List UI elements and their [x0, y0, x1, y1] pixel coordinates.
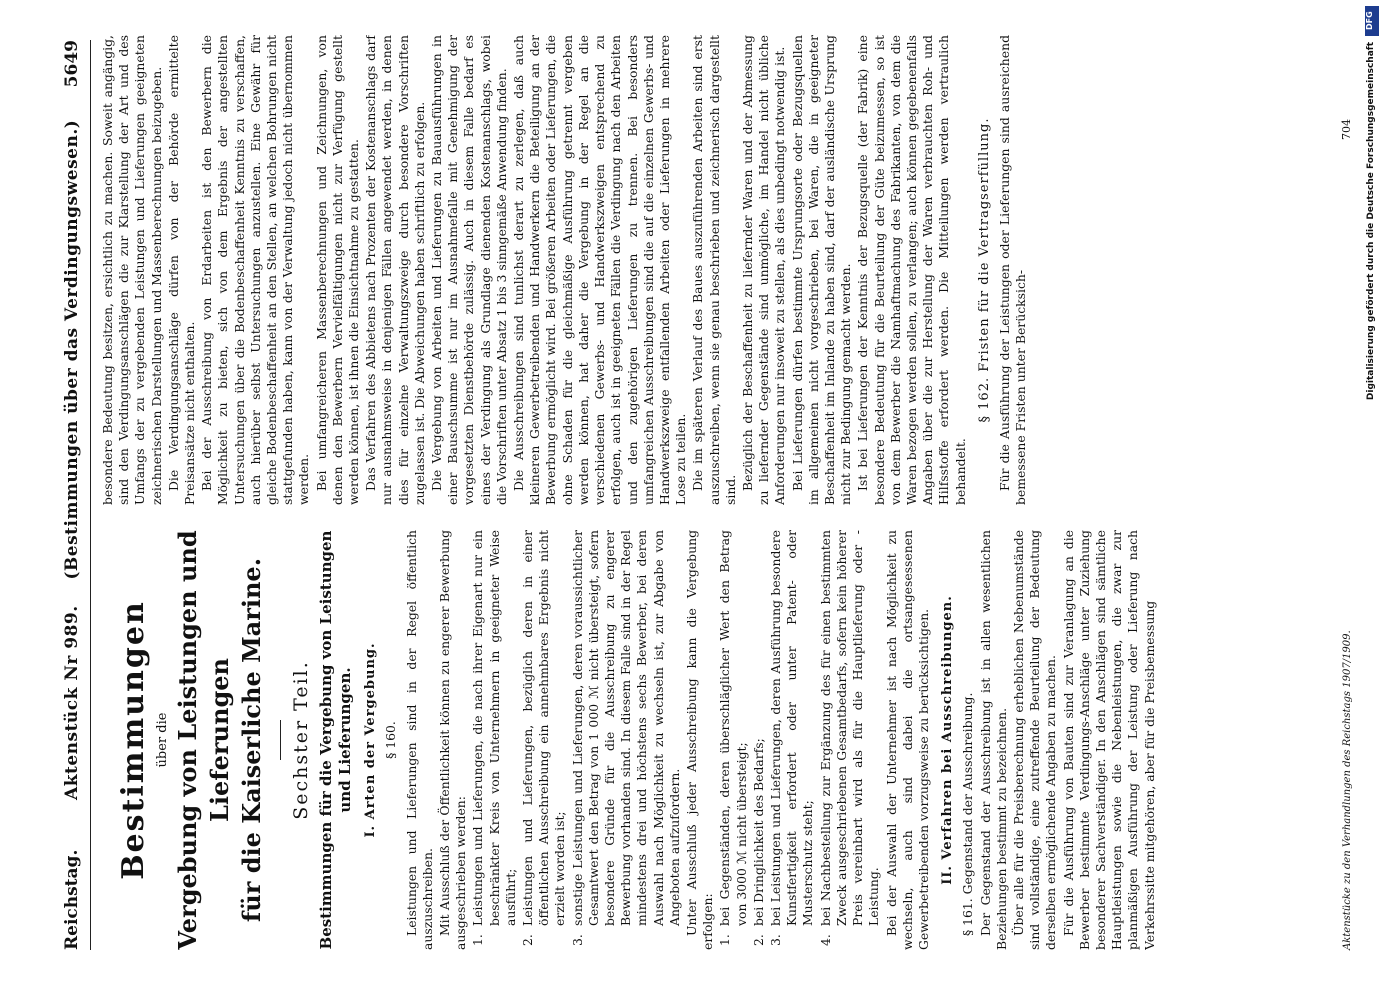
paragraph: Bei der Ausschreibung von Erdarbeiten ist den Bewerbern die Möglichkeit zu bieten, sich von dem Ergebnis der angestellten Untersuchungen über die Bodenbeschaffenheit Kenntnis zu verschaffen, auch hierüber selbst Untersuchungen anzustellen. Eine Gewähr für gleiche Bodenbeschaffenheit an den Stellen, an welchen Bohrungen nicht stattgefunden haben, kann von der Verwaltung jedoch nicht übernommen werden. [199, 35, 312, 505]
list-item: 4. bei Nachbestellung zur Ergänzung des für einen bestimmten Zweck ausgeschriebenen Gesamtbedarfs, sofern kein höherer Preis vereinbart wird als für die Hauptlieferung oder -Leistung. [817, 530, 882, 946]
document-title: Bestimmungen [116, 600, 151, 880]
paragraph: Die Ausschreibungen sind tunlichst derart zu zerlegen, daß auch kleineren Gewerbetreibenden und Handwerkern die Beteiligung an der Bewerbung ermöglicht wird. Bei größeren Arbeiten oder Lieferungen, die ohne Schaden für die gleichmäßige Ausführung getrennt vergeben werden können, hat daher die Vergebung in der Regel an die verschiedenen Gewerbs- und Handwerkszweigen entsprechend zu erfolgen, auch ist in geeigneten Fällen die Verdingung nach den Arbeiten und den zugehörigen Lieferungen zu trennen. Bei besonders umfangreichen Ausschreibungen sind die auf die einzelnen Gewerbs- und Handwerkszweige entfallenden Arbeiten oder Lieferungen in mehrere Lose zu teilen. [511, 35, 689, 505]
part-subtitle: Bestimmungen für die Vergebung von Leistungen und Lieferungen. [317, 530, 355, 950]
page-header [56, 40, 91, 950]
dfg-credit: Digitalisierung gefördert durch die Deutsche Forschungsgemeinschaft [1366, 42, 1376, 401]
paragraph: Unter Ausschluß jeder Ausschreibung kann die Vergebung erfolgen: [684, 530, 716, 950]
list-limited-tender [470, 530, 683, 950]
dfg-watermark [1365, 6, 1379, 1006]
paragraph: Der Gegenstand der Ausschreibung ist in allen wesentlichen Beziehungen bestimmt zu bezeichnen. [977, 530, 1009, 950]
title-line-2: für die Kaiserliche Marine. [237, 557, 266, 923]
title-sub: über die [155, 712, 170, 768]
paragraph: Die Vergebung von Arbeiten und Lieferungen zu Bauausführungen in einer Bauschsumme ist nur im Ausnahmefalle mit Genehmigung der vorgesetzten Dienstbehörde zulässig. Auch in diesem Falle bedarf es eines der Verdingung als Grundlage dienenden Kostenanschlags, wobei die Vorschriften unter Absatz 1 bis 3 sinngemäße Anwendung finden. [429, 35, 509, 505]
paragraph-number-160: § 160. [383, 721, 399, 759]
footnote: Aktenstücke zu den Verhandlungen des Reichstags 1907/1909. [1342, 630, 1353, 950]
header-page-number: 5649 [62, 40, 82, 88]
list-item: 3. bei Leistungen und Lieferungen, deren Ausführung besondere Kunstfertigkeit erfordert oder unter Patent- oder Musterschutz steht; [768, 530, 816, 946]
paragraph: Leistungen und Lieferungen sind in der Regel öffentlich auszuschreiben. [403, 530, 435, 950]
list-item: 3. sonstige Leistungen und Lieferungen, deren voraussichtlicher Gesamtwert den Betrag von 1 000 ℳ nicht übersteigt, sofern besondere Gründe für die Ausschreibung zu engerer Bewerbung vorhanden sind. In diesem Falle sind in der Regel mindestens drei und höchstens sechs Bewerber, bei deren Auswahl nach Möglichkeit zu wechseln ist, zur Abgabe von Angeboten aufzufordern. [569, 530, 682, 946]
list-no-tender [717, 530, 882, 950]
header-center [62, 120, 82, 800]
paragraph: Bei Lieferungen dürfen bestimmte Ursprungsorte oder Bezugsquellen im allgemeinen nicht vorgeschrieben, bei Waren, die in geeigneter Beschaffenheit im Inlande zu haben sind, darf der ausländische Ursprung nicht zur Bedingung gemacht werden. [789, 35, 854, 505]
header-left: Reichstag. [62, 849, 82, 950]
paragraph: Die im späteren Verlauf des Baues auszuführenden Arbeiten sind erst auszuschreiben, wenn sie genau beschrieben und zeichnerisch dargestellt sind. [690, 35, 738, 505]
paragraph: Die Verdingungsanschläge dürfen von der Behörde ermittelte Preisansätze nicht enthalten. [165, 35, 198, 505]
part-title: Sechster Teil. [290, 660, 312, 820]
dfg-logo-icon: DFG [1365, 6, 1379, 36]
list-item: 1. bei Gegenständen, deren überschläglicher Wert den Betrag von 3000 ℳ nicht übersteigt; [717, 530, 749, 946]
paragraph: Das Verfahren des Abbietens nach Prozenten der Kostenanschlags darf nur ausnahmsweise in denjenigen Fällen angewendet werden, in denen dies für einzelne Verwaltungszweige durch besondere Vorschriften zugelassen ist. Die Abweichungen haben schriftlich zu erfolgen. [363, 35, 427, 505]
header-document-number: Aktenstück Nr 989. [62, 605, 82, 800]
paragraph: § 161. Gegenstand der Ausschreibung. [960, 692, 976, 936]
divider [280, 720, 281, 760]
paragraph: Für die Ausführung von Bauten sind zur Veranlagung an die Bewerber bestimmte Verdingungs-Anschläge unter Zuziehung besonderer Sachverständiger. In den Anschlägen sind sämtliche Hauptleistungen sowie die Nebenleistungen, die zwar zur planmäßigen Ausführung der Leistung oder Lieferung nach Verkehrssitte mitgehören, aber für die Preisbemessung [1060, 530, 1157, 950]
left-column [100, 530, 1323, 950]
section-heading-2: II. Verfahren bei Ausschreibungen. [940, 595, 956, 885]
paragraph: Mit Ausschluß der Öffentlichkeit können zu engerer Bewerbung ausgeschrieben werden: [437, 530, 469, 950]
paragraph: Bei der Auswahl der Unternehmer ist nach Möglichkeit zu wechseln, auch sind dabei die ortsangesessenen Gewerbetreibenden vorzugsweise zu berücksichtigen. [883, 530, 931, 950]
section-heading-1: I. Arten der Vergebung. [363, 642, 379, 838]
title-block [114, 530, 268, 950]
paragraph: Für die Ausführung der Leistungen oder Lieferungen sind ausreichend bemessene Fristen unter Berücksich- [996, 35, 1029, 505]
list-item: 2. bei Dringlichkeit des Bedarfs; [750, 738, 766, 946]
paragraph: besondere Bedeutung besitzen, ersichtlich zu machen. Soweit angängig, sind den Verdingungsanschlägen die zur Klarstellung der Art und des Umfangs der zu vergebenden Leistungen und Lieferungen geeigneten zeichnerischen Darstellungen und Massenberechnungen beizugeben. [100, 35, 164, 505]
paragraph: Bezüglich der Beschaffenheit zu liefernder Waren und der Abmessung zu liefernder Gegenstände sind unmögliche, im Handel nicht übliche Anforderungen nur insoweit zu stellen, als dies unbedingt notwendig ist. [739, 35, 788, 505]
paragraph-162-heading: § 162. Fristen für die Vertragserfüllung. [976, 117, 992, 423]
list-item: 1. Leistungen und Lieferungen, die nach ihrer Eigenart nur ein beschränkter Kreis von Unternehmern in geeigneter Weise ausführt; [470, 530, 518, 946]
title-line-1: Vergebung von Leistungen und Lieferungen [173, 530, 234, 950]
paragraph: Ist bei Lieferungen der Kenntnis der Bezugsquelle (der Fabrik) eine besondere Bedeutung für die Beurteilung der Güte beizumessen, so ist von dem Bewerber die Namhaftmachung des Fabrikanten, von dem die Waren bezogen werden sollen, zu verlangen; auch können gegebenenfalls Angaben über die zur Herstellung der Waren verbrauchten Roh- und Hilfsstoffe erfordert werden. Die Mitteilungen werden vertraulich behandelt. [855, 35, 968, 505]
paragraph: Bei umfangreicheren Massenberechnungen und Zeichnungen, von denen den Bewerbern Vervielfältigungen nicht zur Verfügung gestellt werden können, ist ihnen die Einsichtnahme zu gestatten. [313, 35, 362, 505]
signature-page-number: 704 [1340, 119, 1353, 140]
paragraph: Über alle für die Preisberechnung erheblichen Nebenumstände sind vollständige, eine zutreffende Beurteilung der Bedeutung derselben ermöglichende Angaben zu machen. [1010, 530, 1059, 950]
list-item: 2. Leistungen und Lieferungen, bezüglich deren in einer öffentlichen Ausschreibung ein annehmbares Ergebnis nicht erzielt worden ist; [520, 530, 568, 946]
right-column [100, 35, 1323, 505]
header-topic: (Bestimmungen über das Verdingungswesen.) [62, 119, 82, 580]
